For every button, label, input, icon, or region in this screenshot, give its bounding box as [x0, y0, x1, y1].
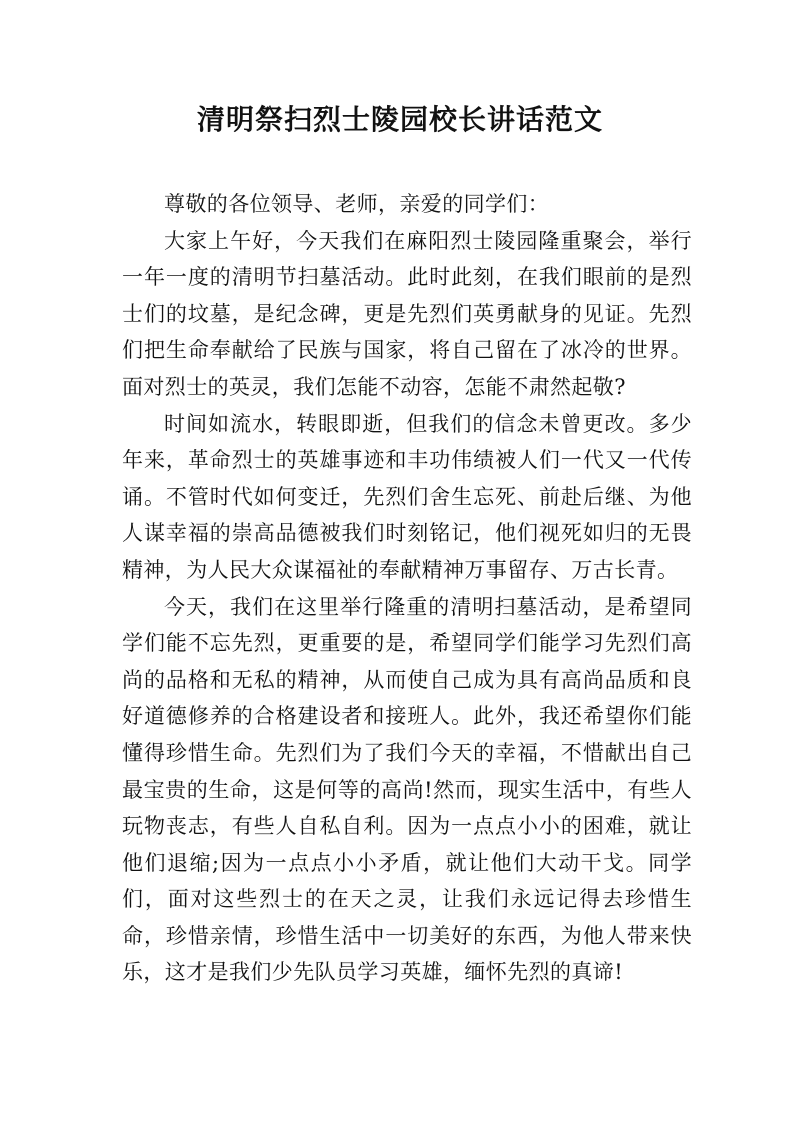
paragraph-hope: 今天，我们在这里举行隆重的清明扫墓活动，是希望同学们能不忘先烈，更重要的是，希望同学们能学习先烈们高尚的品格和无私的精神，从而使自己成为具有高尚品质和良好道德修养的合格建设者和接班人。此外，我还希望你们能懂得珍惜生命。先烈们为了我们今天的幸福，不惜献出自己最宝贵的生命，这是何等的高尚!然而，现实生活中，有些人玩物丧志，有些人自私自利。因为一点点小小的困难，就让他们退缩;因为一点点小小矛盾，就让他们大动干戈。同学们，面对这些烈士的在天之灵，让我们永远记得去珍惜生命，珍惜亲情，珍惜生活中一切美好的东西，为他人带来快乐，这才是我们少先队员学习英雄，缅怀先烈的真谛! [122, 594, 692, 985]
paragraph-opening: 大家上午好，今天我们在麻阳烈士陵园隆重聚会，举行一年一度的清明节扫墓活动。此时此刻，在我们眼前的是烈士们的坟墓，是纪念碑，更是先烈们英勇献身的见证。先烈们把生命奉献给了民族与国家，将自己留在了冰冷的世界。面对烈士的英灵，我们怎能不动容，怎能不肃然起敬? [122, 228, 692, 399]
document-body [122, 186, 692, 991]
paragraph-remembrance: 时间如流水，转眼即逝，但我们的信念未曾更改。多少年来，革命烈士的英雄事迹和丰功伟绩被人们一代又一代传诵。不管时代如何变迁，先烈们舍生忘死、前赴后继、为他人谋幸福的崇高品德被我们时刻铭记，他们视死如归的无畏精神，为人民大众谋福祉的奉献精神万事留存、万古长青。 [122, 411, 692, 582]
paragraph-greeting: 尊敬的各位领导、老师，亲爱的同学们： [164, 192, 550, 216]
document-title: 清明祭扫烈士陵园校长讲话范文 [196, 103, 603, 136]
